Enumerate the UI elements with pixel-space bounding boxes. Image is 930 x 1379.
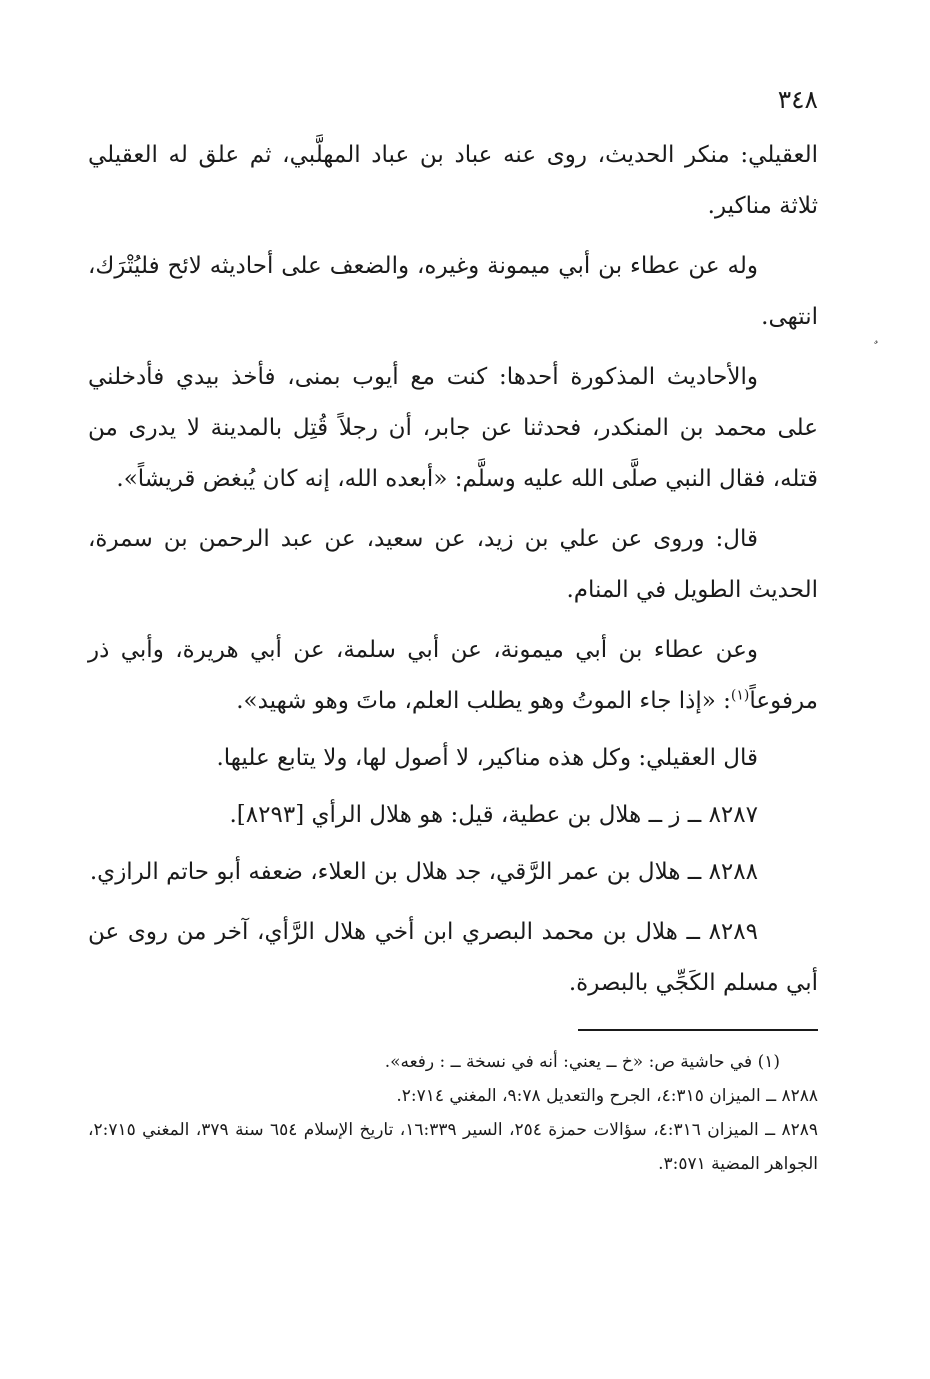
- paragraph-hadith-two: قال: وروى عن علي بن زيد، عن سعيد، عن عبد الرحمن بن سمرة، الحديث الطويل في المنام.: [88, 526, 818, 603]
- footnote-ref-8288: ٨٢٨٨ ــ الميزان ٤:٣١٥، الجرح والتعديل ٩:٧٨، المغني ٢:٧١٤.: [396, 1086, 818, 1106]
- paragraph-hadith-one: والأحاديث المذكورة أحدها: كنت مع أيوب بمنى، فأخذ بيدي فأدخلني على محمد بن المنكدر، فحدثنا عن جابر، أن رجلاً قُتِل بالمدينة لا يدرى من قتله، فقال النبي صلَّى الله عليه وسلَّم: «أبعده الله، إنه كان يُبغض قريشاً».: [88, 364, 818, 492]
- footnote-divider: [578, 1029, 818, 1031]
- document-page: [88, 80, 818, 1181]
- entry-8289: ٨٢٨٩ ــ هلال بن محمد البصري ابن أخي هلال الرَّأي، آخر من روى عن أبي مسلم الكَجِّي بالبصرة.: [88, 919, 818, 996]
- page-number: ٣٤٨: [777, 85, 818, 114]
- footnote-marker: (١): [730, 687, 750, 704]
- marfu-text: وعن عطاء بن أبي ميمونة، عن أبي سلمة، عن أبي هريرة، وأبي ذر مرفوعاً: [88, 637, 818, 714]
- footnote-ref-8289: ٨٢٨٩ ــ الميزان ٤:٣١٦، سؤالات حمزة ٢٥٤، السير ١٦:٣٣٩، تاريخ الإسلام ٦٥٤ سنة ٣٧٩، المغني ٢:٧١٥، الجواهر المضية ٣:٥٧١.: [88, 1120, 818, 1174]
- paragraph-ata-weakness: وله عن عطاء بن أبي ميمونة وغيره، والضعف على أحاديثه لائح فليُتْرَك، انتهى.: [88, 253, 818, 330]
- entry-8288: ٨٢٨٨ ــ هلال بن عمر الرَّقي، جد هلال بن العلاء، ضعفه أبو حاتم الرازي.: [89, 859, 758, 885]
- paragraph-hadith-three: [88, 625, 818, 727]
- marfu-quote: : «إذا جاء الموتُ وهو يطلب العلم، ماتَ وهو شهيد».: [236, 688, 731, 714]
- paragraph-uqayli-intro: العقيلي: منكر الحديث، روى عنه عباد بن عباد المهلَّبي، ثم علق له العقيلي ثلاثة مناكير.: [88, 142, 818, 219]
- entry-8287: ٨٢٨٧ ــ ز ــ هلال بن عطية، قيل: هو هلال الرأي [٨٢٩٣].: [229, 802, 758, 828]
- paragraph-uqayli-verdict: قال العقيلي: وكل هذه مناكير، لا أصول لها، ولا يتابع عليها.: [216, 745, 758, 771]
- footnote-1: (١) في حاشية ص: «خ ــ يعني: أنه في نسخة ــ : رفعه».: [384, 1052, 780, 1072]
